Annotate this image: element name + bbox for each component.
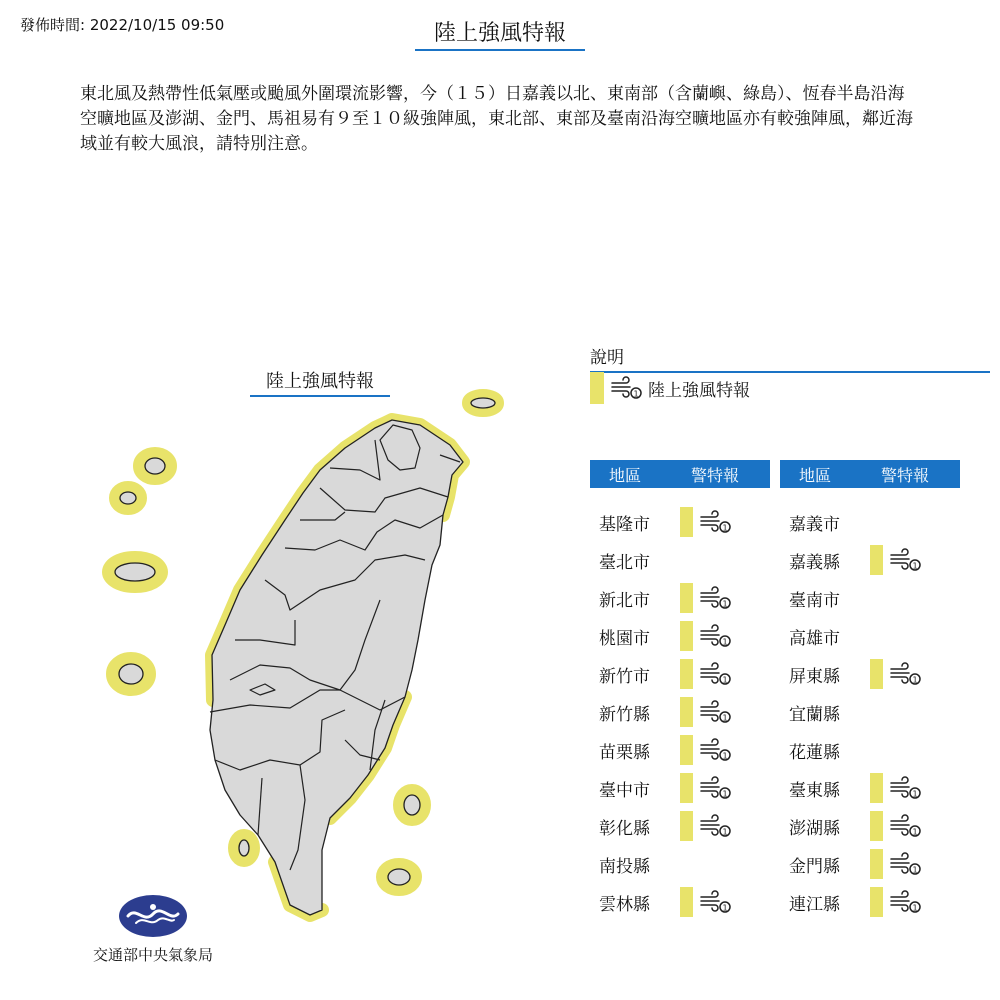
region-name: 臺南市 (789, 590, 840, 611)
issued-time: 發佈時間: 2022/10/15 09:50 (20, 16, 225, 34)
warning-bar (680, 887, 693, 917)
header-warning: 警特報 (880, 465, 929, 485)
taiwan-map (95, 385, 515, 930)
table-row (590, 579, 770, 617)
table-row (780, 655, 960, 693)
header-warning: 警特報 (690, 465, 739, 485)
warning-cell (870, 887, 923, 917)
warning-cell (680, 659, 733, 689)
region-name: 新竹市 (599, 666, 650, 687)
table-row (780, 541, 960, 579)
region-name: 嘉義市 (789, 514, 840, 535)
region-name: 彰化縣 (599, 818, 650, 839)
warning-bar (680, 773, 693, 803)
region-name: 桃園市 (599, 628, 650, 649)
table-row (590, 655, 770, 693)
svg-text:1: 1 (722, 789, 728, 799)
strong-wind-icon (699, 775, 733, 801)
region-name: 澎湖縣 (789, 818, 840, 839)
map-title: 陸上強風特報 (250, 367, 390, 397)
table-rows-left (590, 503, 770, 921)
strong-wind-icon (610, 375, 644, 401)
table-row (590, 769, 770, 807)
svg-text:1: 1 (633, 389, 639, 399)
warning-cell (680, 887, 733, 917)
table-row (590, 693, 770, 731)
svg-text:1: 1 (722, 713, 728, 723)
warning-bar (870, 849, 883, 879)
strong-wind-icon (699, 661, 733, 687)
warning-bar (680, 507, 693, 537)
svg-text:1: 1 (722, 637, 728, 647)
region-name: 高雄市 (789, 628, 840, 649)
legend-title: 說明 (590, 343, 990, 373)
strong-wind-icon (889, 661, 923, 687)
svg-text:1: 1 (912, 865, 918, 875)
warning-cell (680, 735, 733, 765)
warning-bar (870, 811, 883, 841)
table-row (590, 845, 770, 883)
table-row (590, 503, 770, 541)
table-row (590, 617, 770, 655)
warning-cell (680, 811, 733, 841)
table-row (590, 541, 770, 579)
warning-bar (870, 659, 883, 689)
warning-bar (870, 887, 883, 917)
agency-name: 交通部中央氣象局 (92, 946, 213, 964)
strong-wind-icon (889, 851, 923, 877)
svg-text:1: 1 (912, 561, 918, 571)
table-row (780, 845, 960, 883)
warning-bar (680, 659, 693, 689)
strong-wind-icon (699, 623, 733, 649)
table-row (780, 769, 960, 807)
svg-text:1: 1 (912, 903, 918, 913)
strong-wind-icon (699, 813, 733, 839)
svg-text:1: 1 (722, 599, 728, 609)
region-name: 新北市 (599, 590, 650, 611)
warning-cell (680, 697, 733, 727)
legend-item (590, 372, 750, 404)
region-name: 臺中市 (599, 780, 650, 801)
region-name: 基隆市 (599, 514, 650, 535)
warning-bar (870, 545, 883, 575)
svg-text:1: 1 (722, 903, 728, 913)
table-rows-right (780, 503, 960, 921)
region-name: 連江縣 (789, 894, 840, 915)
table-row (590, 883, 770, 921)
table-row (780, 731, 960, 769)
table-row (780, 693, 960, 731)
table-header (590, 460, 770, 488)
table-row (590, 731, 770, 769)
warning-cell (680, 583, 733, 613)
legend-label: 陸上強風特報 (648, 380, 750, 401)
strong-wind-icon (699, 509, 733, 535)
region-table-right (780, 460, 960, 921)
warning-cell (870, 659, 923, 689)
header-region: 地區 (798, 465, 831, 485)
warning-cell (680, 507, 733, 537)
table-row (590, 807, 770, 845)
warning-cell (680, 621, 733, 651)
region-name: 花蓮縣 (789, 742, 840, 763)
region-name: 新竹縣 (599, 704, 650, 725)
svg-text:1: 1 (722, 523, 728, 533)
table-row (780, 579, 960, 617)
table-row (780, 617, 960, 655)
strong-wind-icon (889, 813, 923, 839)
region-name: 屏東縣 (789, 666, 840, 687)
region-table-left (590, 460, 770, 921)
table-header (780, 460, 960, 488)
warning-bar (680, 811, 693, 841)
strong-wind-icon (699, 585, 733, 611)
svg-text:1: 1 (912, 789, 918, 799)
warning-cell (870, 811, 923, 841)
svg-text:1: 1 (722, 827, 728, 837)
legend-swatch (590, 372, 604, 404)
svg-text:1: 1 (722, 675, 728, 685)
table-row (780, 807, 960, 845)
region-name: 臺北市 (599, 552, 650, 573)
warning-bar (680, 621, 693, 651)
region-name: 苗栗縣 (599, 742, 650, 763)
region-name: 雲林縣 (599, 894, 650, 915)
table-row (780, 883, 960, 921)
warning-bar (870, 773, 883, 803)
warning-bar (680, 583, 693, 613)
warning-cell (680, 773, 733, 803)
strong-wind-icon (699, 889, 733, 915)
svg-text:1: 1 (912, 827, 918, 837)
region-name: 宜蘭縣 (789, 704, 840, 725)
warning-bar (680, 735, 693, 765)
region-name: 嘉義縣 (789, 552, 840, 573)
strong-wind-icon (889, 547, 923, 573)
svg-text:1: 1 (722, 751, 728, 761)
page-title: 陸上強風特報 (415, 16, 585, 51)
warning-bar (680, 697, 693, 727)
warning-cell (870, 773, 923, 803)
region-name: 金門縣 (789, 856, 840, 877)
table-row (780, 503, 960, 541)
strong-wind-icon (699, 737, 733, 763)
region-name: 臺東縣 (789, 780, 840, 801)
cwb-logo (118, 893, 188, 939)
region-name: 南投縣 (599, 856, 650, 877)
strong-wind-icon (889, 775, 923, 801)
warning-cell (870, 545, 923, 575)
strong-wind-icon (889, 889, 923, 915)
warning-cell (870, 849, 923, 879)
header-region: 地區 (608, 465, 641, 485)
svg-text:1: 1 (912, 675, 918, 685)
warning-description: 東北風及熱帶性低氣壓或颱風外圍環流影響，今（１５）日嘉義以北、東南部（含蘭嶼、綠島）、恆春半島沿海空曠地區及澎湖、金門、馬祖易有９至１０級強陣風，東北部、東部及臺南沿海空曠地區亦有較強陣風，鄰近海域並有較大風浪，請特別注意。 (80, 84, 913, 154)
strong-wind-icon (699, 699, 733, 725)
